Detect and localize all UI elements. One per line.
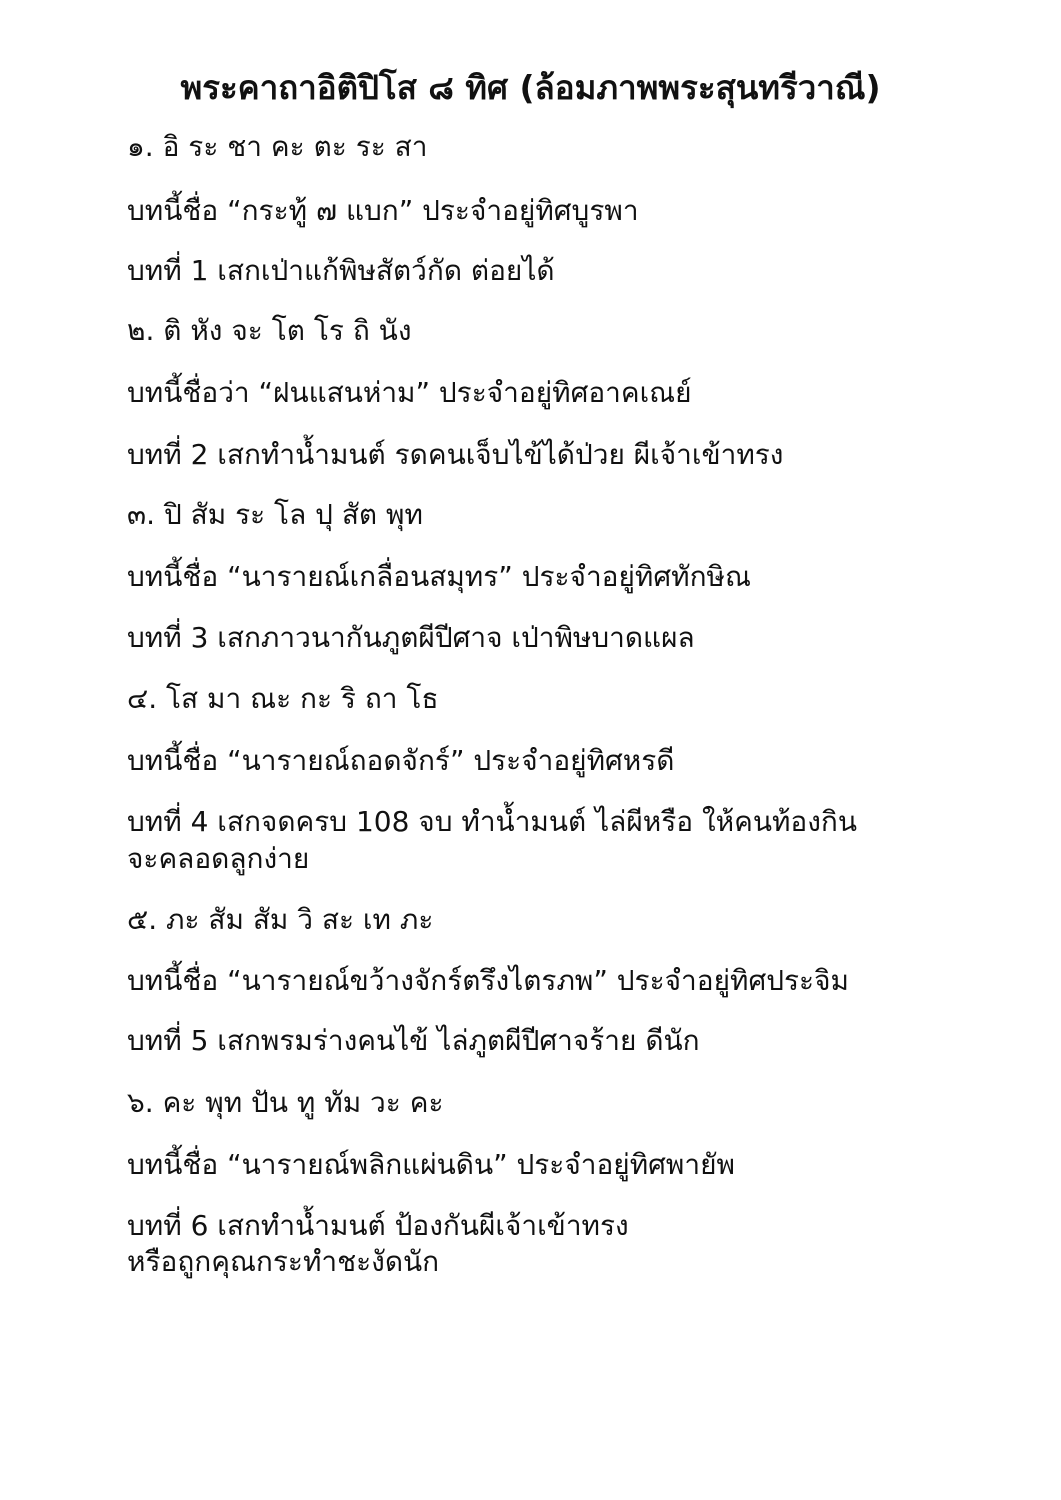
verse-4-usage-cont: จะคลอดลูกง่าย [127, 842, 310, 875]
verse-6-usage: บทที่ 6 เสกทำน้ำมนต์ ป้องกันผีเจ้าเข้าทรง [127, 1209, 629, 1242]
verse-4: ๔. โส มา ณะ กะ ริ ถา โธ [127, 682, 439, 715]
verse-6-usage-cont: หรือถูกคุณกระทำชะงัดนัก [127, 1245, 440, 1278]
verse-2-name: บทนี้ชื่อว่า “ฝนแสนห่าม” ประจำอยู่ทิศอาคเณย์ [127, 376, 692, 409]
verse-1-usage: บทที่ 1 เสกเป่าแก้พิษสัตว์กัด ต่อยได้ [127, 254, 555, 287]
verse-1: ๑. อิ ระ ชา คะ ตะ ระ สา [127, 130, 428, 163]
verse-3-usage: บทที่ 3 เสกภาวนากันภูตผีปีศาจ เป่าพิษบาดแผล [127, 621, 695, 654]
verse-5-name: บทนี้ชื่อ “นารายณ์ขว้างจักร์ตรึงไตรภพ” ประจำอยู่ทิศประจิม [127, 964, 849, 997]
verse-3: ๓. ปิ สัม ระ โล ปุ สัต พุท [127, 498, 423, 531]
verse-2-usage: บทที่ 2 เสกทำน้ำมนต์ รดคนเจ็บไข้ได้ป่วย ผีเจ้าเข้าทรง [127, 438, 784, 471]
page-title: พระคาถาอิติปิโส ๘ ทิศ (ล้อมภาพพระสุนทรีวาณี) [180, 68, 881, 107]
verse-5-usage: บทที่ 5 เสกพรมร่างคนไข้ ไล่ภูตผีปีศาจร้าย ดีนัก [127, 1024, 700, 1057]
verse-2: ๒. ติ หัง จะ โต โร ถิ นัง [127, 314, 412, 347]
verse-5: ๕. ภะ สัม สัม วิ สะ เท ภะ [127, 903, 434, 936]
verse-6: ๖. คะ พุท ปัน ทู ทัม วะ คะ [127, 1086, 444, 1119]
verse-1-name: บทนี้ชื่อ “กระทู้ ๗ แบก” ประจำอยู่ทิศบูรพา [127, 194, 639, 227]
verse-4-usage: บทที่ 4 เสกจดครบ 108 จบ ทำน้ำมนต์ ไล่ผีหรือ ให้คนท้องกิน [127, 805, 857, 838]
verse-6-name: บทนี้ชื่อ “นารายณ์พลิกแผ่นดิน” ประจำอยู่ทิศพายัพ [127, 1148, 735, 1181]
verse-3-name: บทนี้ชื่อ “นารายณ์เกลื่อนสมุทร” ประจำอยู่ทิศทักษิณ [127, 560, 751, 593]
verse-4-name: บทนี้ชื่อ “นารายณ์ถอดจักร์” ประจำอยู่ทิศหรดี [127, 744, 675, 777]
